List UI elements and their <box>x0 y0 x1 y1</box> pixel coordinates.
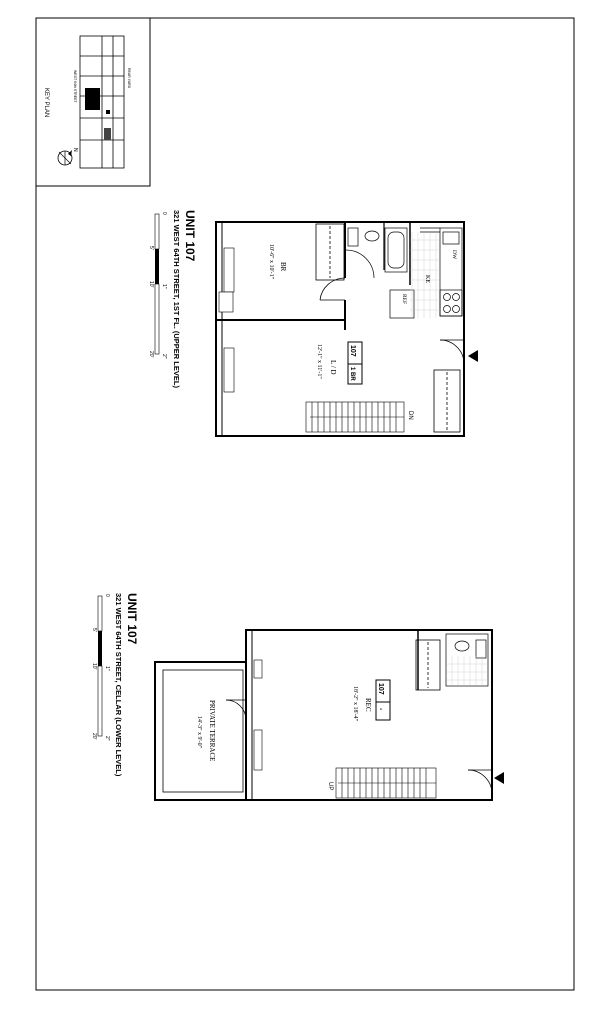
lower-unit-tag <box>376 680 390 720</box>
svg-text:5': 5' <box>148 246 154 250</box>
lower-unit-title: UNIT 107 <box>125 593 139 645</box>
upper-bathroom <box>346 228 407 278</box>
upper-ke-name: KE <box>424 275 430 283</box>
north-label: N <box>72 148 78 152</box>
lower-terrace-dim: 14'-3" x 9'-0" <box>196 716 202 749</box>
upper-ref-label: REF <box>401 294 407 305</box>
lower-scale-bar <box>91 594 110 741</box>
key-plan-rear-label: REAR YARD <box>127 68 131 89</box>
lower-address: 321 WEST 64TH STREET, CELLAR (LOWER LEVEL) <box>114 593 123 777</box>
north-arrow-icon <box>58 148 78 165</box>
upper-dw-label: DW <box>451 250 457 260</box>
svg-text:2": 2" <box>104 736 110 741</box>
svg-text:1": 1" <box>104 666 110 671</box>
lower-stair-label: UP <box>327 782 333 791</box>
upper-entry-arrow-icon <box>468 350 478 362</box>
svg-text:2": 2" <box>161 354 167 359</box>
svg-text:10': 10' <box>91 663 97 670</box>
key-plan <box>36 18 150 186</box>
upper-unit-title: UNIT 107 <box>183 210 197 262</box>
upper-ld-name: L / D <box>329 360 337 375</box>
upper-ld-dim: 12'-1" x 11'-1" <box>316 344 322 379</box>
key-plan-title: KEY PLAN <box>43 88 49 118</box>
lower-level-plan <box>91 593 504 800</box>
upper-entry-door <box>440 340 464 364</box>
lower-entry-arrow-icon <box>494 772 504 784</box>
svg-text:1": 1" <box>161 284 167 289</box>
key-plan-unit-highlight <box>85 88 100 110</box>
svg-text:20': 20' <box>91 733 97 740</box>
key-plan-stair <box>104 128 111 140</box>
upper-br-door <box>320 278 345 300</box>
lower-walls <box>246 630 492 800</box>
svg-text:5': 5' <box>91 628 97 632</box>
upper-br-dim: 10'-6" x 10'-1" <box>268 244 274 280</box>
lower-tag-unit: 107 <box>377 683 384 695</box>
svg-text:0: 0 <box>104 594 110 597</box>
lower-rec-dim: 18'-2" x 18'-4" <box>352 686 358 722</box>
lower-entry-door <box>468 770 492 794</box>
lower-windows <box>254 660 262 770</box>
sheet-border <box>36 18 574 990</box>
lower-tag-type: - <box>377 708 384 711</box>
lower-bath-tile <box>446 656 488 686</box>
lower-bathroom <box>446 634 488 686</box>
upper-br-name: BR <box>279 262 287 272</box>
lower-stair <box>336 768 436 798</box>
lower-rec-name: REC <box>364 698 372 712</box>
upper-scale-bar <box>148 212 167 359</box>
upper-unit-tag <box>348 342 362 384</box>
upper-kitchen <box>390 228 462 318</box>
key-plan-marker <box>106 110 110 114</box>
upper-stair-label: DN <box>407 411 413 420</box>
upper-coat-closet <box>434 370 460 432</box>
svg-text:0: 0 <box>161 212 167 215</box>
key-plan-street-label: WEST 64th STREET <box>73 70 77 103</box>
upper-tag-type: 1 BR <box>349 367 355 381</box>
upper-stair <box>306 402 404 432</box>
upper-tag-unit: 107 <box>349 345 356 357</box>
upper-address: 321 WEST 64TH STREET, 1ST FL. (UPPER LEVEL) <box>172 210 181 388</box>
upper-level-plan <box>148 210 478 436</box>
upper-closet <box>316 224 344 280</box>
upper-walls <box>216 222 464 436</box>
lower-closet <box>416 640 440 690</box>
svg-text:20': 20' <box>148 351 154 358</box>
lower-terrace-name: PRIVATE TERRACE <box>208 700 216 762</box>
svg-text:10': 10' <box>148 281 154 288</box>
